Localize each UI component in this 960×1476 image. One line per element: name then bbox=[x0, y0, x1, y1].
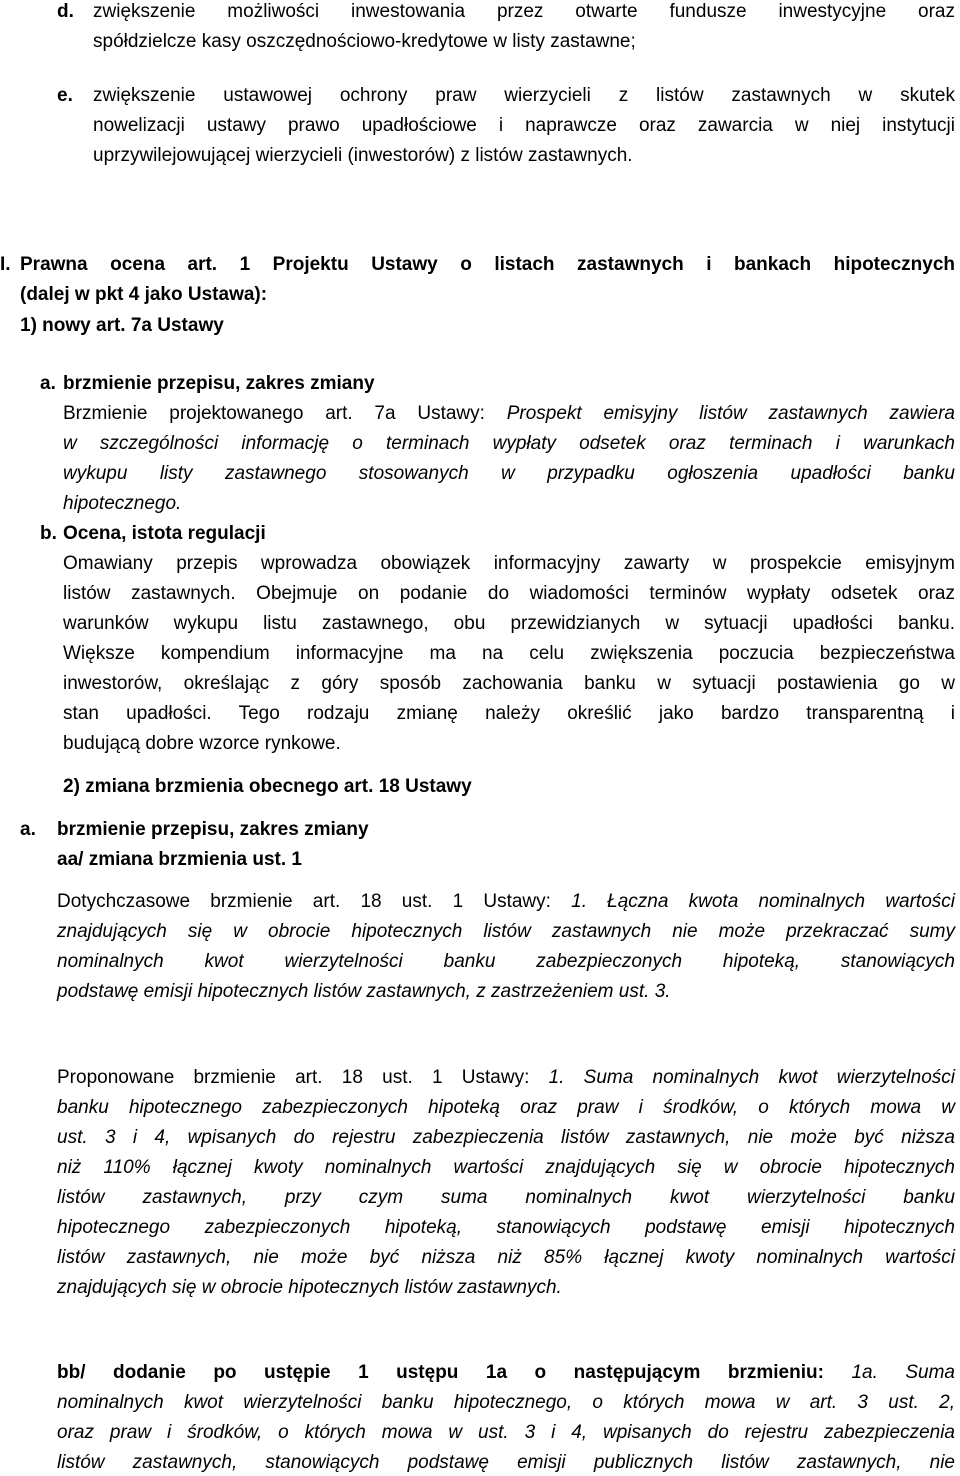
quote-line: znajdujących się w obrocie hipotecznych listów zastawnych nie może przekraczać sumy bbox=[57, 921, 955, 942]
text-line: budującą dobre wzorce rynkowe. bbox=[63, 733, 341, 754]
text-line bbox=[63, 402, 955, 426]
quote-line: podstawę emisji hipotecznych listów zastawnych, z zastrzeżeniem ust. 3. bbox=[57, 981, 671, 1002]
text-line bbox=[57, 890, 955, 914]
subsection-subheading: aa/ zmiana brzmienia ust. 1 bbox=[57, 849, 302, 870]
text-line: Większe kompendium informacyjne ma na celu zwiększenia poczucia bezpieczeństwa bbox=[63, 643, 955, 664]
list-label: e. bbox=[57, 85, 73, 106]
subsection-heading: brzmienie przepisu, zakres zmiany bbox=[57, 819, 369, 840]
quote-line: nominalnych kwot wierzytelności banku zabezpieczonych hipoteką, stanowiących bbox=[57, 951, 955, 972]
text-line: spółdzielcze kasy oszczędnościowo-kredytowe w listy zastawne; bbox=[93, 31, 636, 52]
subsection-label: b. bbox=[40, 523, 57, 544]
subsection-heading: brzmienie przepisu, zakres zmiany bbox=[63, 373, 375, 394]
quote-line: listów zastawnych, przy czym suma nominalnych kwot wierzytelności banku bbox=[57, 1187, 955, 1208]
subsection-title: 2) zmiana brzmienia obecnego art. 18 Ustawy bbox=[63, 776, 472, 797]
subsection-label: a. bbox=[40, 373, 56, 394]
quote-text: 1a. Suma bbox=[823, 1362, 955, 1383]
text-line bbox=[57, 1066, 955, 1090]
lead-text: Brzmienie projektowanego art. 7a Ustawy: bbox=[63, 403, 507, 424]
text-line: inwestorów, określając z góry sposób zachowania banku w sytuacji postawienia go w bbox=[63, 673, 955, 694]
quote-line: w szczególności informację o terminach wypłaty odsetek oraz terminach i warunkach bbox=[63, 433, 955, 454]
quote-line: listów zastawnych, nie może być niższa niż 85% łącznej kwoty nominalnych wartości bbox=[57, 1247, 955, 1268]
section-title: Prawna ocena art. 1 Projektu Ustawy o listach zastawnych i bankach hipotecznych bbox=[20, 254, 955, 275]
quote-line: wykupu listy zastawnego stosowanych w przypadku ogłoszenia upadłości banku bbox=[63, 463, 955, 484]
quote-line: banku hipotecznego zabezpieczonych hipoteką oraz praw i środków, o których mowa w bbox=[57, 1097, 955, 1118]
subsection-heading: Ocena, istota regulacji bbox=[63, 523, 266, 544]
subsection-label: a. bbox=[20, 819, 36, 840]
text-line: warunków wykupu listu zastawnego, obu przewidzianych w sytuacji upadłości banku. bbox=[63, 613, 955, 634]
quote-text: 1. Łączna kwota nominalnych wartości bbox=[571, 891, 955, 912]
list-label: d. bbox=[57, 1, 74, 22]
text-line: uprzywilejowującej wierzycieli (inwestorów) z listów zastawnych. bbox=[93, 145, 633, 166]
quote-line: oraz praw i środków, o których mowa w ust. 3 i 4, wpisanych do rejestru zabezpieczenia bbox=[57, 1422, 955, 1443]
text-line: nowelizacji ustawy prawo upadłościowe i naprawcze oraz zawarcia w niej instytucji bbox=[93, 115, 955, 136]
quote-line: znajdujących się w obrocie hipotecznych listów zastawnych. bbox=[57, 1277, 562, 1298]
text-line: stan upadłości. Tego rodzaju zmianę należy określić jako bardzo transparentną i bbox=[63, 703, 955, 724]
quote-line: ust. 3 i 4, wpisanych do rejestru zabezpieczenia listów zastawnych, nie może być niższa bbox=[57, 1127, 955, 1148]
lead-text: Dotychczasowe brzmienie art. 18 ust. 1 Ustawy: bbox=[57, 891, 572, 912]
text-line: zwiększenie możliwości inwestowania przez otwarte fundusze inwestycyjne oraz bbox=[93, 1, 955, 22]
quote-line: hipotecznego zabezpieczonych hipoteką, stanowiących podstawę emisji hipotecznych bbox=[57, 1217, 955, 1238]
section-title: (dalej w pkt 4 jako Ustawa): bbox=[20, 284, 268, 305]
text-line: listów zastawnych. Obejmuje on podanie do wiadomości terminów wypłaty odsetek oraz bbox=[63, 583, 955, 604]
subsection-title: 1) nowy art. 7a Ustawy bbox=[20, 315, 224, 336]
quote-line: nominalnych kwot wierzytelności banku hipotecznego, o których mowa w art. 3 ust. 2, bbox=[57, 1392, 955, 1413]
quote-line: niż 110% łącznej kwoty nominalnych wartości znajdujących się w obrocie hipotecznych bbox=[57, 1157, 955, 1178]
text-line bbox=[57, 1361, 955, 1385]
quote-line: listów zastawnych, stanowiących podstawę emisji publicznych listów zastawnych, nie bbox=[57, 1452, 955, 1473]
text-line: zwiększenie ustawowej ochrony praw wierzycieli z listów zastawnych w skutek bbox=[93, 85, 955, 106]
quote-line: hipotecznego. bbox=[63, 493, 182, 514]
lead-text: Proponowane brzmienie art. 18 ust. 1 Ustawy: bbox=[57, 1067, 549, 1088]
text-line: Omawiany przepis wprowadza obowiązek informacyjny zawarty w prospekcie emisyjnym bbox=[63, 553, 955, 574]
quote-text: Prospekt emisyjny listów zastawnych zawiera bbox=[506, 403, 955, 424]
section-label: I. bbox=[0, 254, 11, 275]
lead-text: bb/ dodanie po ustępie 1 ustępu 1a o następującym brzmieniu: bbox=[57, 1362, 824, 1383]
quote-text: 1. Suma nominalnych kwot wierzytelności bbox=[548, 1067, 955, 1088]
